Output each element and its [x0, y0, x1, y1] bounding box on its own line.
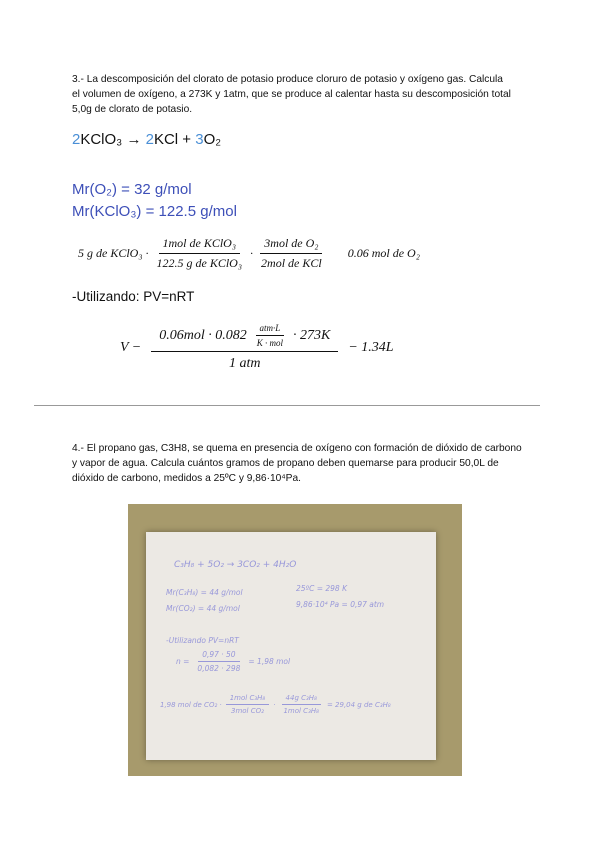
coef-kcl: 2: [145, 131, 154, 148]
hw-molar-mass-co2: Mr(CO₂) = 44 g/mol: [166, 604, 240, 613]
fraction-numerator: 1mol de KClO₃: [159, 236, 241, 254]
hw-fraction-denominator: 3mol CO₂: [231, 707, 264, 715]
hw-mass-calc: [160, 694, 391, 715]
question-3-text: 3.- La descomposición del clorato de potasio produce cloruro de potasio y oxígeno gas. Calcula el volumen de oxígeno, a 273K y 1atm, que se produce al calentar hasta su descomposición total 5,0g de clorato de potasio.: [72, 74, 511, 115]
coef-kclo3: 2: [72, 131, 81, 148]
section-divider: [34, 405, 540, 406]
product-o2: O₂: [203, 131, 222, 148]
numerator-temperature: · 273K: [293, 327, 331, 343]
unit-numerator: atm·L: [256, 323, 285, 336]
fraction-denominator: 2mol de KCl: [261, 256, 322, 270]
reactant-kclo3: KClO₃ →: [80, 131, 146, 148]
fraction-molar-mass: [153, 236, 247, 271]
hw-fraction-denominator: 1mol C₃H₈: [283, 707, 319, 715]
volume-result: − 1.34L: [348, 339, 394, 355]
handwritten-solution-photo: [128, 504, 462, 776]
hw-mass-result: = 29,04 g de C₃H₈: [326, 700, 391, 709]
fraction-numerator: 3mol de O₂: [260, 236, 322, 254]
hw-mass-start: 1,98 mol de CO₂ ·: [160, 700, 222, 709]
gas-constant-units: [253, 323, 287, 348]
volume-fraction: [151, 323, 338, 372]
hw-fraction-numerator: 0,97 · 50: [198, 650, 239, 662]
ideal-gas-note: -Utilizando: PV=nRT: [72, 289, 195, 304]
hw-pressure: 9,86·10⁴ Pa = 0,97 atm: [296, 600, 385, 609]
conversion-start: 5 g de KClO₃ ·: [78, 246, 149, 260]
fraction-mole-ratio: [257, 236, 326, 271]
hw-n-label: n =: [176, 657, 190, 666]
unit-denominator: K · mol: [256, 338, 284, 348]
molar-mass-o2: Mr(O₂) = 32 g/mol: [72, 181, 192, 198]
reaction-equation: [72, 131, 221, 148]
stoichiometry-conversion: [78, 236, 420, 271]
hw-mole-ratio-fraction: [226, 694, 270, 715]
numerator-amount: 0.06mol · 0.082: [159, 327, 247, 343]
molar-mass-kclo3: Mr(KClO₃) = 122.5 g/mol: [72, 203, 237, 220]
hw-reaction: C₃H₈ + 5O₂ → 3CO₂ + 4H₂O: [174, 560, 297, 570]
hw-moles-result: = 1,98 mol: [248, 657, 291, 666]
question-4-text: 4.- El propano gas, C3H8, se quema en presencia de oxígeno con formación de dióxido de carbono y vapor de agua. Calcula cuántos gramos de propano deben quemarse para producir 50,0L de dióxido de carbono, medidos a 25ºC y 9,86·10⁴Pa.: [72, 443, 522, 484]
hw-multiply-dot: ·: [273, 700, 276, 709]
volume-lhs: V −: [120, 339, 142, 355]
hw-moles-fraction: [193, 650, 244, 673]
hw-temperature: 25ºC = 298 K: [296, 584, 347, 593]
hw-molar-mass-propane: Mr(C₃H₈) = 44 g/mol: [166, 588, 243, 597]
paper-sheet: [146, 532, 436, 760]
hw-fraction-numerator: 1mol C₃H₈: [226, 694, 270, 705]
volume-numerator: [151, 323, 338, 352]
fraction-denominator: 122.5 g de KClO₃: [156, 256, 243, 270]
volume-denominator: 1 atm: [229, 356, 261, 371]
product-kcl: KCl +: [153, 131, 196, 148]
hw-fraction-denominator: 0,082 · 298: [197, 664, 241, 673]
hw-ideal-gas-note: -Utilizando PV=nRT: [166, 636, 239, 645]
hw-fraction-numerator: 44g C₃H₈: [282, 694, 321, 705]
hw-molar-mass-fraction: [279, 694, 323, 715]
multiply-dot: ·: [250, 246, 254, 260]
coef-o2: 3: [195, 131, 204, 148]
conversion-result: 0.06 mol de O₂: [347, 246, 420, 260]
hw-moles-calc: [176, 650, 290, 673]
volume-formula: [120, 323, 394, 372]
